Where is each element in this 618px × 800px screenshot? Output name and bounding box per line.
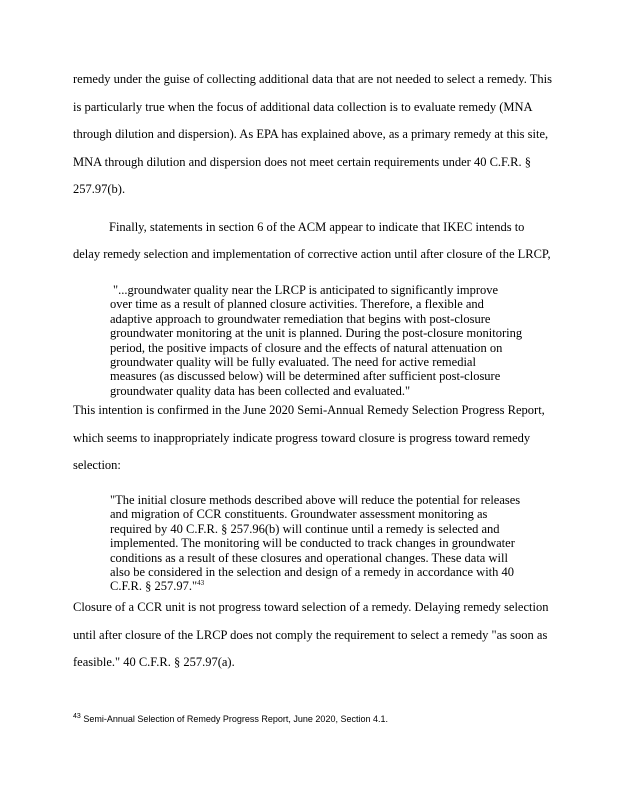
- para1-line-3: through dilution and dispersion). As EPA has explained above, as a primary remedy at this site,: [73, 127, 549, 141]
- para3-line-2: which seems to inappropriately indicate progress toward closure is progress toward remedy: [73, 431, 531, 445]
- quote2-line: required by 40 C.F.R. § 257.96(b) will continue until a remedy is selected and: [110, 521, 500, 536]
- para4-line-2: until after closure of the LRCP does not comply the requirement to select a remedy "as soon as: [73, 628, 548, 642]
- block-quote-1: [110, 283, 522, 398]
- para4-line-1: Closure of a CCR unit is not progress toward selection of a remedy. Delaying remedy selection: [73, 600, 549, 614]
- quote1-line: measures (as discussed below) will be determined after sufficient post-closure: [110, 369, 501, 384]
- block-quote-2: [110, 493, 520, 594]
- para2-line-2: delay remedy selection and implementation of corrective action until after closure of the LRCP,: [73, 247, 551, 261]
- quote1-line: adaptive approach to groundwater remediation that begins with post-closure: [110, 311, 491, 326]
- quote2-line: and migration of CCR constituents. Groundwater assessment monitoring as: [110, 507, 488, 522]
- para1-line-2: is particularly true when the focus of additional data collection is to evaluate remedy (MNA: [73, 100, 533, 114]
- para3-line-3: selection:: [73, 458, 121, 472]
- footnote-text: Semi-Annual Selection of Remedy Progress Report, June 2020, Section 4.1.: [83, 714, 388, 724]
- footnote: [73, 714, 388, 724]
- quote2-last-line: [110, 579, 520, 593]
- quote2-line: "The initial closure methods described above will reduce the potential for releases: [110, 493, 521, 507]
- quote1-line: groundwater quality will be fully evaluated. The need for active remedial: [110, 355, 476, 370]
- quote1-line: groundwater monitoring at the unit is planned. During the post-closure monitoring: [110, 326, 523, 341]
- quote2-last-text: C.F.R. § 257.97.": [110, 579, 198, 594]
- quote2-line: implemented. The monitoring will be conducted to track changes in groundwater: [110, 536, 515, 551]
- quote1-line: period, the positive impacts of closure and the effects of natural attenuation on: [110, 340, 503, 355]
- footnote-reference[interactable]: 43: [197, 579, 205, 588]
- quote1-line: groundwater quality data has been collected and evaluated.": [110, 383, 411, 398]
- para1-line-4: MNA through dilution and dispersion does not meet certain requirements under 40 C.F.R. §: [73, 155, 531, 169]
- quote1-line: over time as a result of planned closure activities. Therefore, a flexible and: [110, 297, 484, 312]
- quote2-line: conditions as a result of these closures and operational changes. These data will: [110, 550, 508, 565]
- quote1-line: "...groundwater quality near the LRCP is anticipated to significantly improve: [113, 283, 499, 297]
- para1-line-1: remedy under the guise of collecting additional data that are not needed to select a remedy. This: [73, 72, 552, 86]
- para3-line-1: This intention is confirmed in the June 2020 Semi-Annual Remedy Selection Progress Report,: [73, 403, 545, 417]
- para4-line-3: feasible." 40 C.F.R. § 257.97(a).: [73, 655, 235, 669]
- para1-line-5: 257.97(b).: [73, 182, 126, 196]
- quote2-line: also be considered in the selection and design of a remedy in accordance with 40: [110, 565, 515, 580]
- footnote-number: 43: [73, 713, 81, 720]
- para2-line-1: Finally, statements in section 6 of the ACM appear to indicate that IKEC intends to: [109, 220, 525, 234]
